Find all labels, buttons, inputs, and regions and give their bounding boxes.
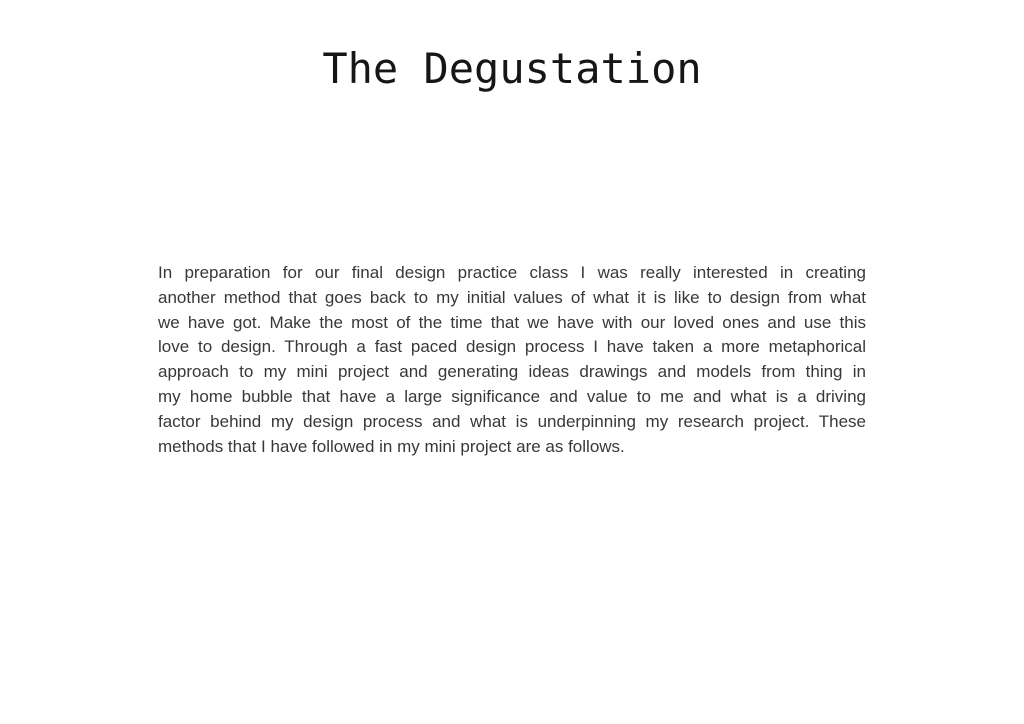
paragraph-line: methods that I have followed in my mini project are as follows.	[158, 436, 625, 456]
paragraph-line: another method that goes back to my initial values of what it is like to design from what	[158, 287, 866, 307]
paragraph-line: In preparation for our final design practice class I was really interested in creating	[158, 263, 866, 282]
paragraph-line: we have got. Make the most of the time that we have with our loved ones and use this	[158, 312, 866, 332]
body-paragraph	[158, 261, 866, 459]
paragraph-line: factor behind my design process and what is underpinning my research project. These	[158, 411, 866, 431]
paragraph-line: my home bubble that have a large significance and value to me and what is a driving	[158, 386, 866, 406]
paragraph-line: love to design. Through a fast paced design process I have taken a more metaphorical	[158, 337, 866, 357]
page-title: The Degustation	[322, 44, 702, 93]
paragraph-line: approach to my mini project and generating ideas drawings and models from thing in	[158, 362, 866, 382]
